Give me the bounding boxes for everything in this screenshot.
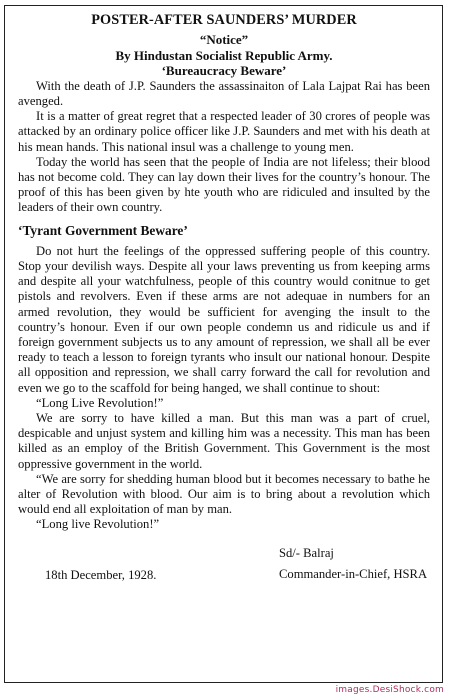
- date: 18th December, 1928.: [45, 567, 157, 582]
- watermark: images.DesiShock.com: [335, 685, 444, 695]
- by-line: By Hindustan Socialist Republic Army.: [115, 47, 333, 63]
- notice-heading: “Notice”: [199, 32, 249, 48]
- signature-block: [18, 541, 430, 589]
- signature-title: Commander-in-Chief, HSRA: [279, 566, 428, 581]
- bureaucracy-warning: ‘Bureaucracy Beware’: [161, 63, 287, 79]
- paragraph: We are sorry to have killed a man. But this man was a part of cruel, despicable and unjust system and killing him was a necessity. This man has been killed as an employ of the British Government. This Government is the most oppressive government in the world.: [18, 410, 430, 471]
- slogan: “Long live Revolution!”: [36, 517, 160, 532]
- signature-name: Sd/- Balraj: [279, 545, 334, 560]
- poster-frame: [4, 5, 443, 683]
- section-heading: ‘Tyrant Government Beware’: [18, 222, 188, 238]
- paragraph: It is a matter of great regret that a respected leader of 30 crores of people was attacked by an ordinary police officer like J.P. Saunders and met with his death at his mean hands. This national insul was a challenge to young men.: [18, 109, 430, 154]
- poster-title: POSTER-AFTER SAUNDERS’ MURDER: [91, 12, 357, 28]
- paragraph: “We are sorry for shedding human blood but it becomes necessary to bathe he alter of Revolution with blood. Our aim is to bring about a revolution which would end all exploitation of man by man.: [18, 471, 430, 517]
- paragraph: With the death of J.P. Saunders the assassinaiton of Lala Lajpat Rai has been avenged.: [18, 78, 430, 108]
- slogan: “Long Live Revolution!”: [36, 395, 164, 410]
- paragraph: Do not hurt the feelings of the oppressed suffering people of this country. Stop your devilish ways. Despite all your laws preventing us from keeping arms and despite all your watchfulness, people of this country would conitnue to get pistols and revolvers. Even if these arms are not adequae in numbers for an armed revolution, they would be sufficient for avenging the insult to the country’s honour. Even if our own people condemn us and ridicule us and if foreign government subjects us to any amount of repression, we shall all be ever ready to teach a lesson to foreign tyrants who insult our national honour. Despite all opposition and repression, we shall carry forward the call for revolution and even we go to the scaffold for being hanged, we shall continue to shout:: [18, 243, 430, 395]
- paragraph: Today the world has seen that the people of India are not lifeless; their blood has not become cold. They can lay down their lives for the country’s honour. The proof of this has been given by hte youth who are ridiculed and insulted by the leaders of their own country.: [18, 154, 430, 215]
